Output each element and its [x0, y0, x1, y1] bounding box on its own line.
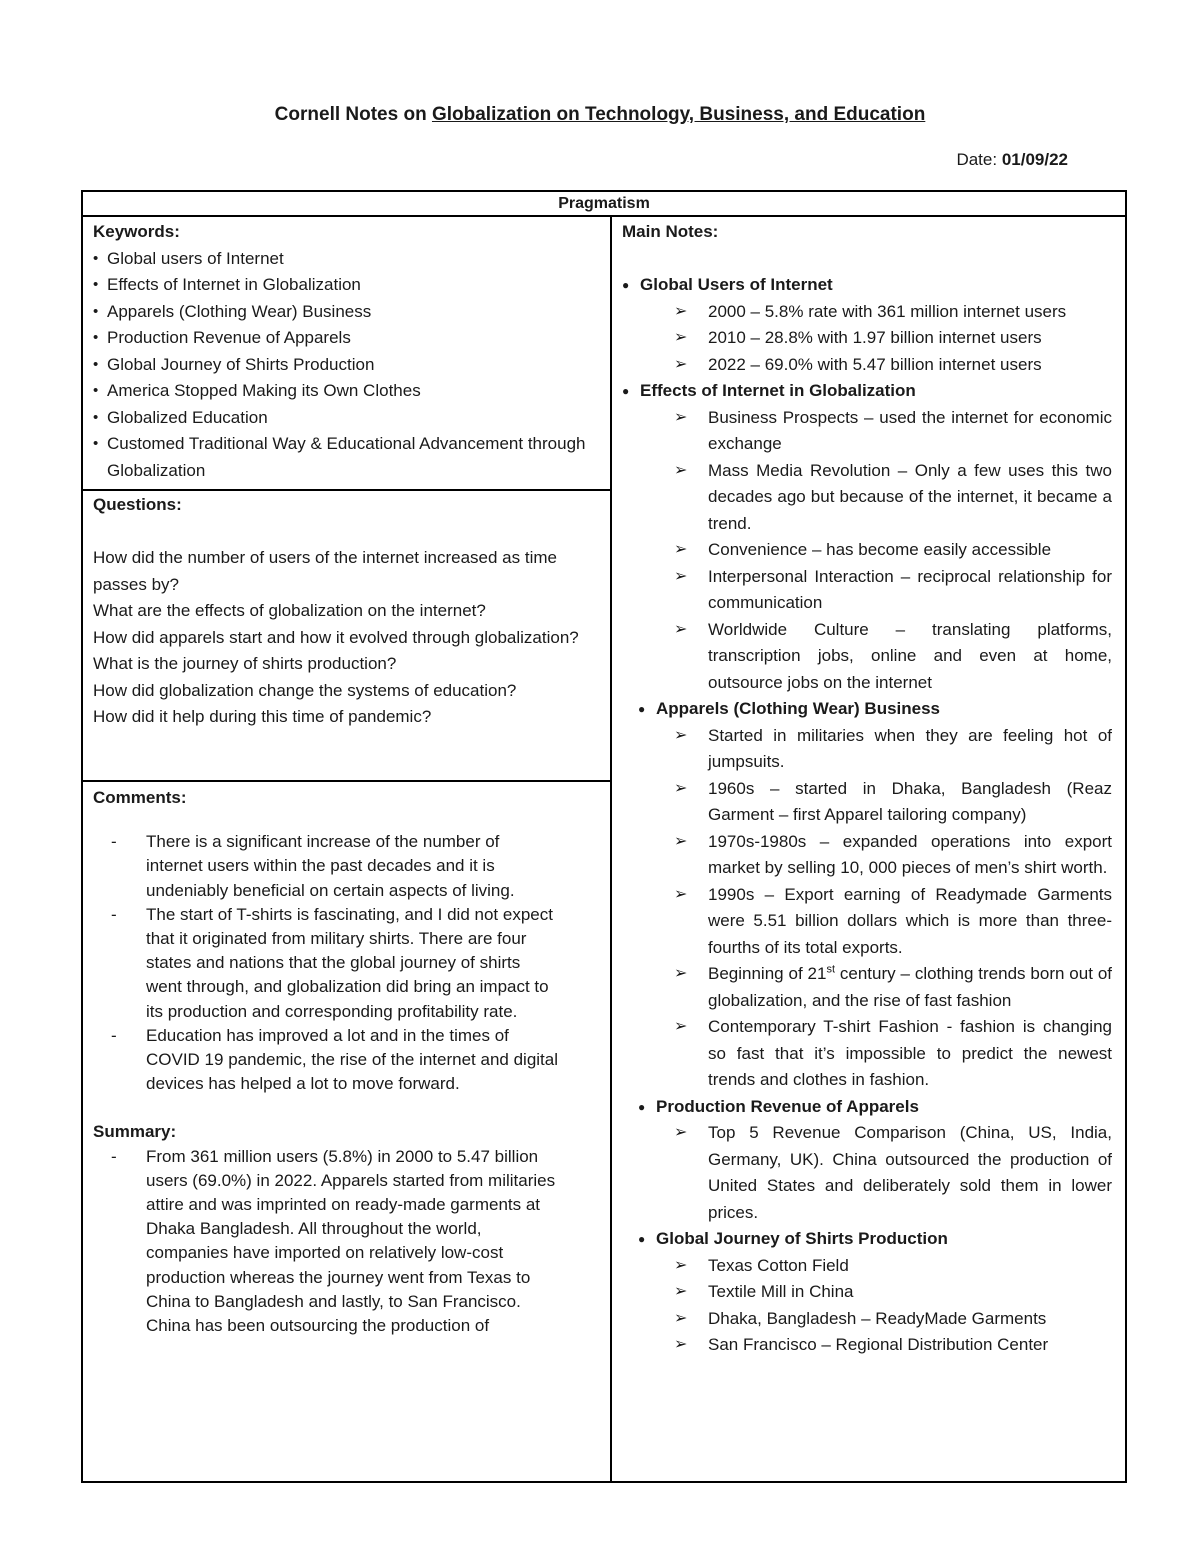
- column-divider: [610, 215, 612, 1483]
- note-point: ➢ 2010 – 28.8% with 1.97 billion internet users: [622, 325, 1112, 352]
- note-point: ➢ Top 5 Revenue Comparison (China, US, India, Germany, UK). China outsourced the production of United States and deliberately sold them in lower prices.: [622, 1120, 1112, 1226]
- questions-divider: [81, 780, 612, 782]
- list-item: • America Stopped Making its Own Clothes: [93, 378, 598, 405]
- comments-list: [93, 830, 558, 1096]
- table-header: Pragmatism: [558, 195, 650, 212]
- section-heading: ● Apparels (Clothing Wear) Business: [638, 696, 1112, 723]
- summary-label: Summary:: [93, 1122, 177, 1142]
- table-border-right: [1125, 190, 1127, 1483]
- section-heading: ● Global Journey of Shirts Production: [638, 1226, 1112, 1253]
- list-item: • Globalized Education: [93, 405, 598, 432]
- note-point: ➢ Convenience – has become easily accessible: [622, 537, 1112, 564]
- comment-item: - There is a significant increase of the number of internet users within the past decades and it is undeniably beneficial on certain aspects of living.: [93, 830, 558, 903]
- note-point: ➢ Mass Media Revolution – Only a few uses this two decades ago but because of the internet, it became a trend.: [622, 458, 1112, 538]
- list-item: • Global users of Internet: [93, 246, 598, 273]
- question-item: How did globalization change the systems of education?: [93, 680, 517, 700]
- note-point: ➢ 1960s – started in Dhaka, Bangladesh (Reaz Garment – first Apparel tailoring company): [622, 776, 1112, 829]
- note-point: ➢ Textile Mill in China: [622, 1279, 1112, 1306]
- note-point: ➢ San Francisco – Regional Distribution Center: [622, 1332, 1112, 1359]
- comment-item: - Education has improved a lot and in the times of COVID 19 pandemic, the rise of the internet and digital devices has helped a lot to move forward.: [93, 1024, 558, 1097]
- list-item: • Production Revenue of Apparels: [93, 325, 598, 352]
- questions-label: Questions:: [93, 495, 182, 514]
- main-notes-label: Main Notes:: [622, 222, 719, 241]
- question-item: What are the effects of globalization on the internet?: [93, 601, 486, 620]
- section-points: [622, 405, 1112, 697]
- question-item: How did it help during this time of pandemic?: [93, 707, 432, 726]
- section-heading: ● Production Revenue of Apparels: [638, 1094, 1112, 1121]
- title-prefix: Cornell Notes on: [274, 104, 432, 125]
- section-points: [622, 1120, 1112, 1226]
- section-points: [622, 1253, 1112, 1359]
- note-point: ➢ 2022 – 69.0% with 5.47 billion internet users: [622, 352, 1112, 379]
- keywords-divider: [81, 489, 612, 491]
- date-value: 01/09/22: [1001, 150, 1068, 169]
- comments-cell: [93, 786, 558, 1338]
- date: [956, 150, 1068, 170]
- comments-label: Comments:: [93, 788, 187, 807]
- note-point: ➢ 1990s – Export earning of Readymade Garments were 5.51 billion dollars which is more than three-fourths of its total exports.: [622, 882, 1112, 962]
- page-title: [0, 104, 1200, 126]
- list-item: • Customed Traditional Way & Educational Advancement through Globalization: [93, 431, 598, 484]
- question-item: What is the journey of shirts production?: [93, 654, 397, 673]
- note-point: ➢ Beginning of 21st century – clothing trends born out of globalization, and the rise of fast fashion: [622, 961, 1112, 1014]
- note-point: ➢ Worldwide Culture – translating platforms, transcription jobs, online and even at home, outsource jobs on the internet: [622, 617, 1112, 697]
- table-border-top: [81, 190, 1127, 192]
- summary-item: - From 361 million users (5.8%) in 2000 to 5.47 billion users (69.0%) in 2022. Apparels started from militaries attire and was imprinted on ready-made garments at Dhaka Bangladesh. All throughout the world, companies have imported on relatively low-cost production whereas the journey went from Texas to China to Bangladesh and lastly, to San Francisco. China has been outsourcing the production of: [93, 1145, 558, 1339]
- section-points: [622, 299, 1112, 379]
- section-heading: ● Effects of Internet in Globalization: [622, 378, 1112, 405]
- summary-list: [93, 1145, 558, 1339]
- note-point: ➢ 1970s-1980s – expanded operations into export market by selling 10, 000 pieces of men’s shirt worth.: [622, 829, 1112, 882]
- date-label: Date:: [956, 150, 1002, 169]
- table-border-left: [81, 190, 83, 1483]
- section-heading: ● Global Users of Internet: [622, 272, 1112, 299]
- list-item: • Effects of Internet in Globalization: [93, 272, 598, 299]
- keywords-list: [93, 246, 598, 485]
- keywords-label: Keywords:: [93, 222, 180, 241]
- title-topic: Globalization on Technology, Business, and Education: [431, 104, 926, 125]
- note-point: ➢ Started in militaries when they are feeling hot of jumpsuits.: [622, 723, 1112, 776]
- questions-cell: [93, 492, 598, 731]
- note-point: ➢ Contemporary T-shirt Fashion - fashion is changing so fast that it’s impossible to predict the newest trends and clothes in fashion.: [622, 1014, 1112, 1094]
- main-notes-cell: [622, 219, 1112, 1359]
- keywords-cell: [93, 219, 598, 484]
- list-item: • Apparels (Clothing Wear) Business: [93, 299, 598, 326]
- question-item: How did the number of users of the internet increased as time passes by?: [93, 548, 557, 594]
- note-point: ➢ Business Prospects – used the internet for economic exchange: [622, 405, 1112, 458]
- comment-item: - The start of T-shirts is fascinating, and I did not expect that it originated from military shirts. There are four states and nations that the global journey of shirts went through, and globalization did bring an impact to its production and corresponding profitability rate.: [93, 903, 558, 1024]
- note-point: ➢ Dhaka, Bangladesh – ReadyMade Garments: [622, 1306, 1112, 1333]
- question-item: How did apparels start and how it evolved through globalization?: [93, 627, 579, 647]
- note-point: ➢ 2000 – 5.8% rate with 361 million internet users: [622, 299, 1112, 326]
- note-point: ➢ Interpersonal Interaction – reciprocal relationship for communication: [622, 564, 1112, 617]
- table-border-bottom: [81, 1481, 1127, 1483]
- note-point: ➢ Texas Cotton Field: [622, 1253, 1112, 1280]
- list-item: • Global Journey of Shirts Production: [93, 352, 598, 379]
- section-points: [622, 723, 1112, 1094]
